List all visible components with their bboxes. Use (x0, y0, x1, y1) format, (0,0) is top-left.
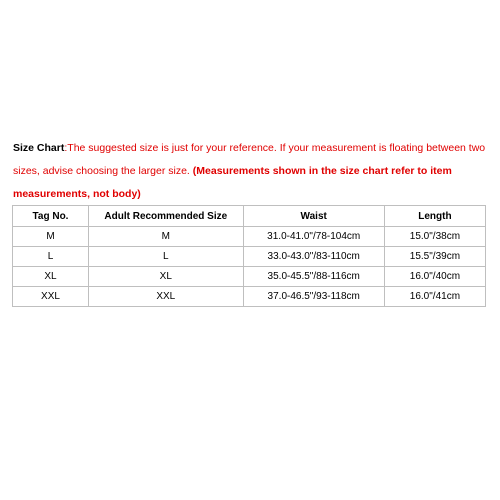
cell-waist: 37.0-46.5"/93-118cm (243, 287, 384, 307)
cell-adult-size: XL (89, 267, 244, 287)
size-chart-note (13, 137, 493, 206)
cell-adult-size: M (89, 227, 244, 247)
cell-tag-no: L (13, 247, 89, 267)
table-header-row (13, 206, 486, 227)
header-adult-recommended-size: Adult Recommended Size (89, 206, 244, 227)
cell-length: 16.0"/40cm (384, 267, 485, 287)
cell-length: 16.0"/41cm (384, 287, 485, 307)
header-length: Length (384, 206, 485, 227)
cell-waist: 31.0-41.0"/78-104cm (243, 227, 384, 247)
cell-length: 15.5"/39cm (384, 247, 485, 267)
cell-waist: 35.0-45.5"/88-116cm (243, 267, 384, 287)
table-row (13, 247, 486, 267)
table-row (13, 287, 486, 307)
cell-adult-size: L (89, 247, 244, 267)
size-table (12, 205, 486, 307)
size-chart-description: :The suggested size is just for your reference. If your measurement is floating between two sizes, advise choosing the larger size. (13, 142, 486, 177)
table-row (13, 267, 486, 287)
header-tag-no: Tag No. (13, 206, 89, 227)
cell-tag-no: M (13, 227, 89, 247)
measurement-disclaimer: (Measurements shown in the size chart refer to item measurements, not body) (13, 165, 452, 200)
header-waist: Waist (243, 206, 384, 227)
table-row (13, 227, 486, 247)
cell-waist: 33.0-43.0"/83-110cm (243, 247, 384, 267)
cell-tag-no: XL (13, 267, 89, 287)
size-chart-label: Size Chart (13, 142, 65, 154)
cell-adult-size: XXL (89, 287, 244, 307)
cell-length: 15.0"/38cm (384, 227, 485, 247)
cell-tag-no: XXL (13, 287, 89, 307)
